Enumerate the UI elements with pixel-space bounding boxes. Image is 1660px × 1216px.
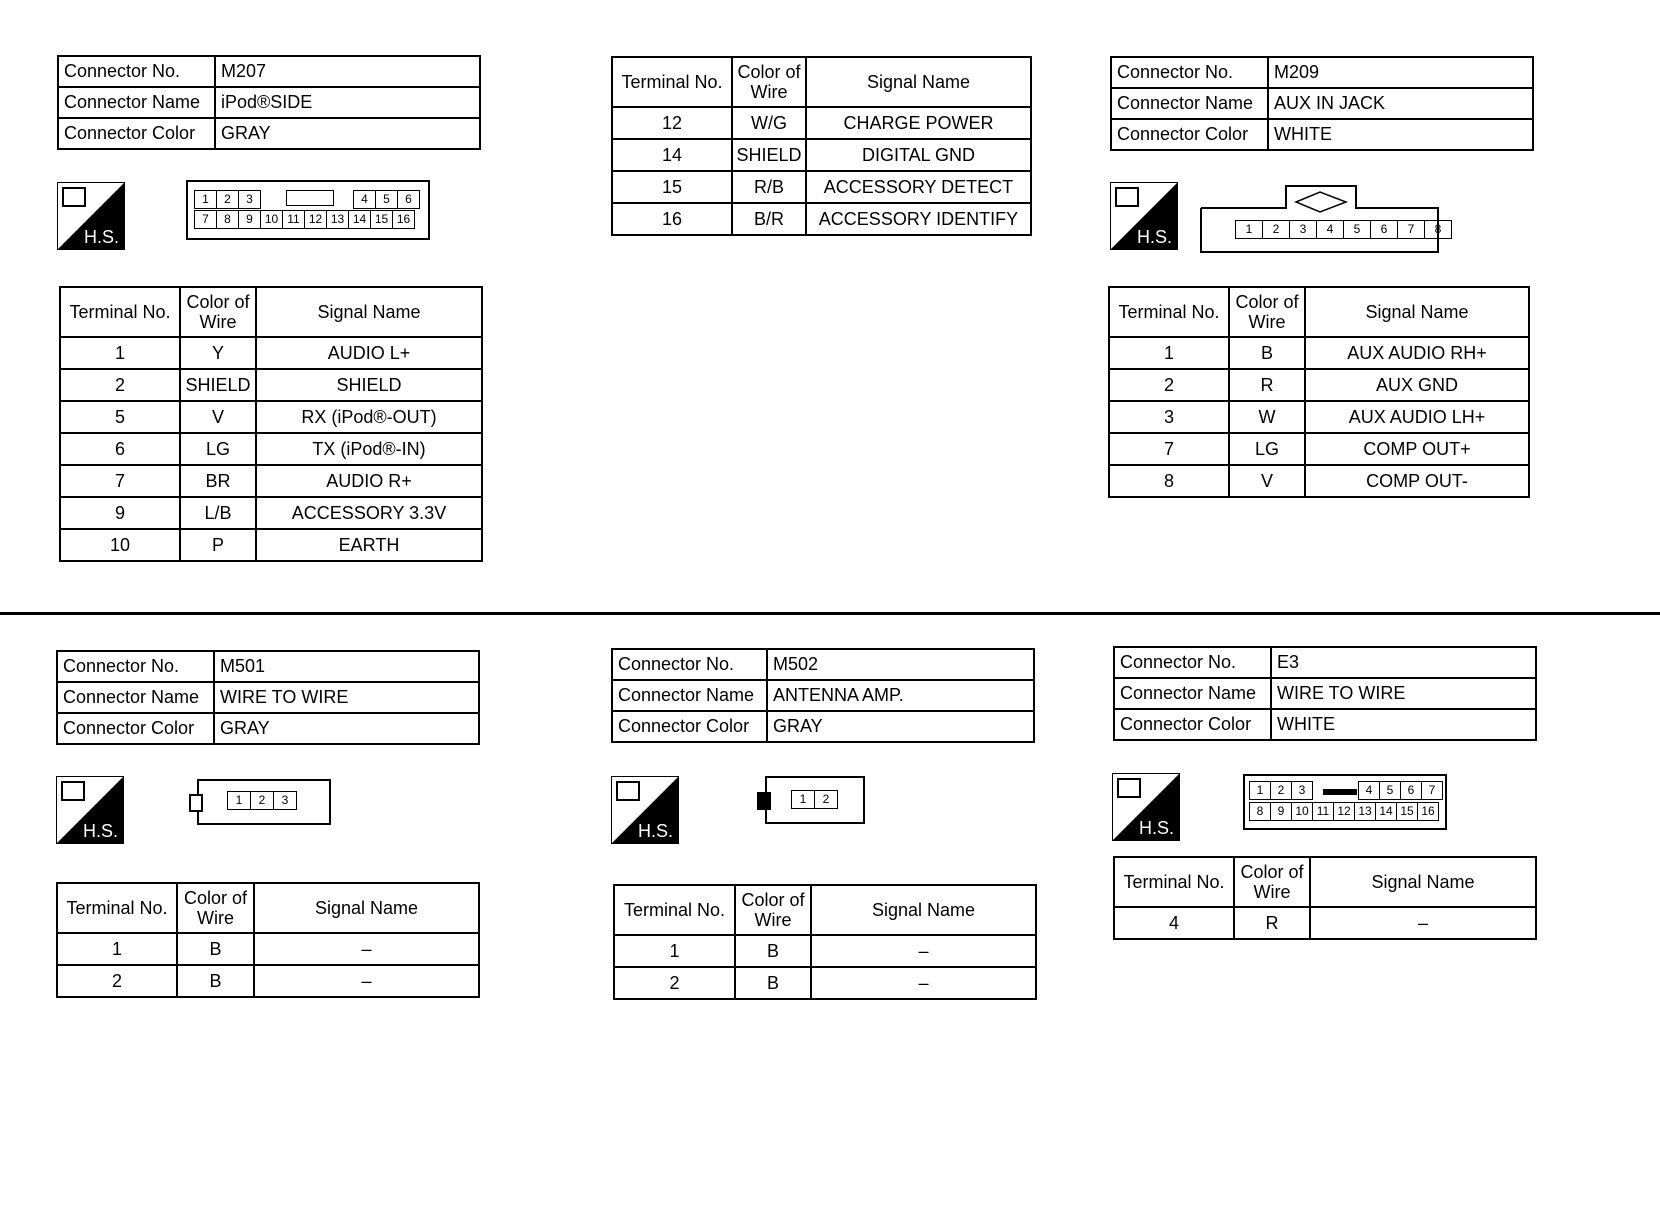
label-connector-no: Connector No. [612, 649, 767, 680]
signal-name-cell: – [1310, 907, 1536, 939]
label-connector-color: Connector Color [1111, 119, 1268, 150]
signal-name-cell: – [811, 935, 1036, 967]
label-connector-color: Connector Color [612, 711, 767, 742]
pin-cell: 2 [250, 791, 274, 810]
connector-m502-info [611, 648, 1035, 743]
wire-color-cell: BR [180, 465, 256, 497]
table-row [1109, 433, 1529, 465]
connector-m501-terminal-table [56, 882, 480, 998]
label-connector-name: Connector Name [58, 87, 215, 118]
wire-color-cell: V [180, 401, 256, 433]
table-row [60, 401, 482, 433]
connector-m207-terminal-table-continued [611, 56, 1032, 236]
wire-color-cell: B [735, 967, 811, 999]
pin-cell: 15 [370, 210, 393, 229]
signal-name-cell: AUDIO R+ [256, 465, 482, 497]
signal-name-cell: AUX AUDIO LH+ [1305, 401, 1529, 433]
signal-name-cell: COMP OUT+ [1305, 433, 1529, 465]
pin-cell: 14 [1375, 802, 1397, 821]
table-row [60, 529, 482, 561]
pin-cell: 1 [194, 190, 217, 209]
connector-m501-face [197, 779, 331, 825]
table-row [60, 369, 482, 401]
connector-no-value: M501 [214, 651, 479, 682]
wire-color-cell: P [180, 529, 256, 561]
terminal-no-cell: 16 [612, 203, 732, 235]
table-row [1114, 907, 1536, 939]
wire-color-cell: LG [1229, 433, 1305, 465]
header-terminal-no: Terminal No. [614, 885, 735, 935]
wire-color-cell: SHIELD [732, 139, 806, 171]
connector-m502-terminal-table [613, 884, 1037, 1000]
terminal-no-cell: 1 [614, 935, 735, 967]
table-row [1109, 401, 1529, 433]
pin-cell: 7 [1397, 220, 1425, 239]
pin-cell: 16 [1417, 802, 1439, 821]
pin-cell: 1 [227, 791, 251, 810]
header-signal-name: Signal Name [254, 883, 479, 933]
connector-name-value: WIRE TO WIRE [214, 682, 479, 713]
connector-no-value: M502 [767, 649, 1034, 680]
section-divider [0, 612, 1660, 615]
signal-name-cell: TX (iPod®-IN) [256, 433, 482, 465]
signal-name-cell: RX (iPod®-OUT) [256, 401, 482, 433]
header-color-of-wire: Color of Wire [735, 885, 811, 935]
hs-icon [57, 182, 125, 250]
pin-cell: 2 [1262, 220, 1290, 239]
pin-cell: 3 [238, 190, 261, 209]
signal-name-cell: ACCESSORY IDENTIFY [806, 203, 1031, 235]
label-connector-color: Connector Color [58, 118, 215, 149]
signal-name-cell: COMP OUT- [1305, 465, 1529, 497]
terminal-no-cell: 1 [60, 337, 180, 369]
pin-cell: 1 [791, 790, 815, 809]
terminal-no-cell: 7 [60, 465, 180, 497]
terminal-no-cell: 5 [60, 401, 180, 433]
signal-name-cell: – [254, 965, 479, 997]
signal-name-cell: SHIELD [256, 369, 482, 401]
connector-color-value: GRAY [215, 118, 480, 149]
label-connector-no: Connector No. [57, 651, 214, 682]
terminal-no-cell: 2 [614, 967, 735, 999]
wire-color-cell: W/G [732, 107, 806, 139]
connector-no-value: E3 [1271, 647, 1536, 678]
pin-cell: 8 [216, 210, 239, 229]
header-color-of-wire: Color of Wire [177, 883, 254, 933]
label-connector-color: Connector Color [1114, 709, 1271, 740]
header-signal-name: Signal Name [806, 57, 1031, 107]
table-row [57, 965, 479, 997]
connector-m207-terminal-table [59, 286, 483, 562]
wire-color-cell: R/B [732, 171, 806, 203]
connector-e3-info [1113, 646, 1537, 741]
table-row [57, 933, 479, 965]
terminal-no-cell: 3 [1109, 401, 1229, 433]
header-color-of-wire: Color of Wire [1229, 287, 1305, 337]
wire-color-cell: W [1229, 401, 1305, 433]
pin-cell: 11 [1312, 802, 1334, 821]
terminal-no-cell: 2 [1109, 369, 1229, 401]
pin-cell: 7 [194, 210, 217, 229]
signal-name-cell: DIGITAL GND [806, 139, 1031, 171]
wire-color-cell: Y [180, 337, 256, 369]
wire-color-cell: B [177, 965, 254, 997]
header-terminal-no: Terminal No. [57, 883, 177, 933]
wire-color-cell: V [1229, 465, 1305, 497]
label-connector-color: Connector Color [57, 713, 214, 744]
hs-icon [1110, 182, 1178, 250]
pin-cell: 10 [1291, 802, 1313, 821]
terminal-no-cell: 10 [60, 529, 180, 561]
header-signal-name: Signal Name [1310, 857, 1536, 907]
hs-icon [1112, 773, 1180, 841]
connector-m209-terminal-table [1108, 286, 1530, 498]
terminal-no-cell: 1 [57, 933, 177, 965]
table-row [60, 497, 482, 529]
terminal-no-cell: 7 [1109, 433, 1229, 465]
terminal-no-cell: 6 [60, 433, 180, 465]
wire-color-cell: R [1229, 369, 1305, 401]
pin-cell: 11 [282, 210, 305, 229]
wire-color-cell: B/R [732, 203, 806, 235]
connector-name-value: iPod®SIDE [215, 87, 480, 118]
signal-name-cell: ACCESSORY 3.3V [256, 497, 482, 529]
signal-name-cell: AUX AUDIO RH+ [1305, 337, 1529, 369]
wire-color-cell: B [1229, 337, 1305, 369]
signal-name-cell: AUX GND [1305, 369, 1529, 401]
wire-color-cell: R [1234, 907, 1310, 939]
signal-name-cell: CHARGE POWER [806, 107, 1031, 139]
pin-cell: 2 [1270, 781, 1292, 800]
connector-e3-face [1243, 774, 1447, 830]
pin-cell: 13 [1354, 802, 1376, 821]
label-connector-name: Connector Name [612, 680, 767, 711]
header-color-of-wire: Color of Wire [180, 287, 256, 337]
wire-color-cell: SHIELD [180, 369, 256, 401]
pin-cell: 7 [1421, 781, 1443, 800]
pin-cell: 4 [1316, 220, 1344, 239]
signal-name-cell: ACCESSORY DETECT [806, 171, 1031, 203]
table-row [1109, 369, 1529, 401]
connector-no-value: M207 [215, 56, 480, 87]
pin-cell: 13 [326, 210, 349, 229]
pin-cell: 3 [1291, 781, 1313, 800]
hs-icon [56, 776, 124, 844]
connector-name-value: WIRE TO WIRE [1271, 678, 1536, 709]
svg-text:H.S.: H.S. [1139, 818, 1175, 838]
table-row [612, 171, 1031, 203]
pin-cell: 14 [348, 210, 371, 229]
table-row [60, 337, 482, 369]
header-terminal-no: Terminal No. [612, 57, 732, 107]
signal-name-cell: – [811, 967, 1036, 999]
connector-m209-pins [1235, 220, 1451, 238]
label-connector-no: Connector No. [1111, 57, 1268, 88]
label-connector-name: Connector Name [1111, 88, 1268, 119]
wire-color-cell: B [177, 933, 254, 965]
pin-cell: 1 [1249, 781, 1271, 800]
terminal-no-cell: 9 [60, 497, 180, 529]
connector-color-value: WHITE [1271, 709, 1536, 740]
connector-m207-face [186, 180, 430, 240]
connector-m209-face [1200, 184, 1440, 254]
table-row [1109, 337, 1529, 369]
pin-cell: 9 [238, 210, 261, 229]
pin-cell: 5 [1379, 781, 1401, 800]
terminal-no-cell: 15 [612, 171, 732, 203]
pin-cell: 16 [392, 210, 415, 229]
connector-no-value: M209 [1268, 57, 1533, 88]
terminal-no-cell: 12 [612, 107, 732, 139]
header-color-of-wire: Color of Wire [1234, 857, 1310, 907]
pin-cell: 2 [814, 790, 838, 809]
table-row [612, 203, 1031, 235]
connector-m502-face [765, 776, 865, 824]
pin-cell: 15 [1396, 802, 1418, 821]
pin-cell: 8 [1249, 802, 1271, 821]
hs-label: H.S. [84, 227, 120, 247]
pin-cell: 1 [1235, 220, 1263, 239]
terminal-no-cell: 2 [57, 965, 177, 997]
table-row [60, 433, 482, 465]
connector-m207-info [57, 55, 481, 150]
pin-cell: 12 [304, 210, 327, 229]
header-signal-name: Signal Name [1305, 287, 1529, 337]
svg-text:H.S.: H.S. [83, 821, 119, 841]
header-terminal-no: Terminal No. [60, 287, 180, 337]
connector-m501-info [56, 650, 480, 745]
header-color-of-wire: Color of Wire [732, 57, 806, 107]
terminal-no-cell: 2 [60, 369, 180, 401]
wire-color-cell: B [735, 935, 811, 967]
label-connector-name: Connector Name [57, 682, 214, 713]
wire-color-cell: LG [180, 433, 256, 465]
terminal-no-cell: 8 [1109, 465, 1229, 497]
header-terminal-no: Terminal No. [1109, 287, 1229, 337]
wire-color-cell: L/B [180, 497, 256, 529]
label-connector-no: Connector No. [58, 56, 215, 87]
pin-cell: 4 [1358, 781, 1380, 800]
table-row [612, 107, 1031, 139]
header-signal-name: Signal Name [811, 885, 1036, 935]
signal-name-cell: EARTH [256, 529, 482, 561]
connector-color-value: WHITE [1268, 119, 1533, 150]
pin-cell: 4 [353, 190, 376, 209]
pin-cell: 3 [273, 791, 297, 810]
pin-cell: 10 [260, 210, 283, 229]
pin-cell: 6 [1370, 220, 1398, 239]
pin-cell: 2 [216, 190, 239, 209]
hs-icon [611, 776, 679, 844]
label-connector-no: Connector No. [1114, 647, 1271, 678]
pin-cell: 3 [1289, 220, 1317, 239]
pin-cell: 6 [1400, 781, 1422, 800]
pin-cell: 9 [1270, 802, 1292, 821]
connector-color-value: GRAY [767, 711, 1034, 742]
connector-color-value: GRAY [214, 713, 479, 744]
pin-cell: 5 [375, 190, 398, 209]
table-row [1109, 465, 1529, 497]
signal-name-cell: AUDIO L+ [256, 337, 482, 369]
connector-m209-info [1110, 56, 1534, 151]
svg-text:H.S.: H.S. [1137, 227, 1173, 247]
table-row [614, 935, 1036, 967]
connector-name-value: ANTENNA AMP. [767, 680, 1034, 711]
header-terminal-no: Terminal No. [1114, 857, 1234, 907]
svg-text:H.S.: H.S. [638, 821, 674, 841]
header-signal-name: Signal Name [256, 287, 482, 337]
terminal-no-cell: 4 [1114, 907, 1234, 939]
label-connector-name: Connector Name [1114, 678, 1271, 709]
pin-cell: 6 [397, 190, 420, 209]
signal-name-cell: – [254, 933, 479, 965]
terminal-no-cell: 14 [612, 139, 732, 171]
terminal-no-cell: 1 [1109, 337, 1229, 369]
pin-cell: 12 [1333, 802, 1355, 821]
table-row [60, 465, 482, 497]
table-row [612, 139, 1031, 171]
pin-cell: 8 [1424, 220, 1452, 239]
pin-cell: 5 [1343, 220, 1371, 239]
connector-name-value: AUX IN JACK [1268, 88, 1533, 119]
table-row [614, 967, 1036, 999]
connector-e3-terminal-table [1113, 856, 1537, 940]
